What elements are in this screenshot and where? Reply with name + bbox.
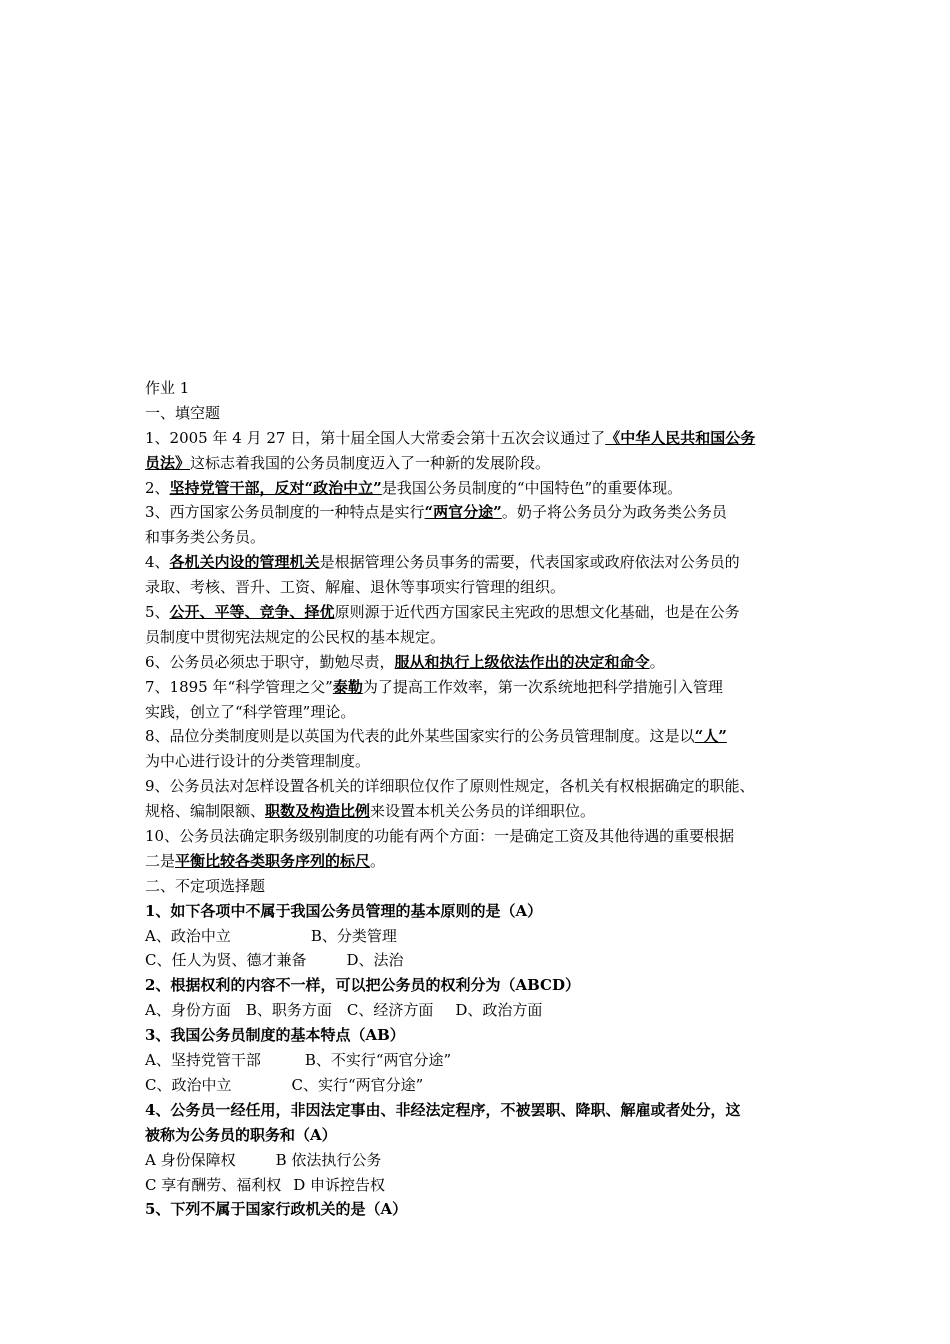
fill-item-1-answer: 《中华人民共和国公务 [605, 428, 756, 447]
document-body [145, 376, 810, 1222]
fill-item-5-answer: 公开、平等、竞争、择优 [169, 603, 335, 622]
fill-item-9-answer: 职数及构造比例 [265, 802, 371, 821]
fill-item-3-line-2: 和事务类公务员。 [145, 528, 266, 547]
option-b: B 依法执行公务 [275, 1150, 382, 1169]
fill-item-3-text: 3、西方国家公务员制度的一种特点是实行 [145, 503, 425, 522]
choice-question-4-line-2: 被称为公务员的职务和（A） [145, 1125, 337, 1144]
fill-item-9-line-1: 9、公务员法对怎样设置各机关的详细职位仅作了原则性规定，各机关有权根据确定的职能、 [145, 777, 755, 796]
fill-item-9-text-post: 来设置本机关公务员的详细职位。 [370, 802, 596, 821]
fill-item-2-answer: 坚持党管干部，反对“政治中立” [169, 478, 382, 497]
fill-item-5-line-1 [145, 600, 810, 625]
option-b: B、不实行“两官分途” [304, 1051, 452, 1070]
fill-item-8-line-1 [145, 724, 810, 749]
fill-item-4-line-2: 录取、考核、晋升、工资、解雇、退休等事项实行管理的组织。 [145, 578, 566, 597]
fill-item-1-line-1 [145, 426, 810, 451]
fill-item-7-line-2: 实践，创立了“科学管理”理论。 [145, 702, 356, 721]
option-a: A、身份方面 [145, 1001, 231, 1020]
fill-item-8-line-2: 为中心进行设计的分类管理制度。 [145, 752, 371, 771]
fill-item-10-line-2 [145, 849, 810, 874]
fill-item-7-line-1 [145, 675, 810, 700]
fill-item-5-number: 5、 [145, 603, 170, 622]
fill-item-7-text-post: 为了提高工作效率，第一次系统地把科学措施引入管理 [362, 677, 723, 696]
fill-item-1-text: 1、2005 年 4 月 27 日，第十届全国人大常委会第十五次会议通过了 [145, 428, 606, 447]
fill-item-10-text-post: 。 [370, 851, 386, 870]
choice-question-1: 1、如下各项中不属于我国公务员管理的基本原则的是（A） [145, 901, 543, 920]
option-c: C、经济方面 [346, 1001, 434, 1020]
fill-item-6-text: 6、公务员必须忠于职守，勤勉尽责， [145, 652, 395, 671]
option-d: D、法治 [346, 951, 404, 970]
option-b: B、职务方面 [245, 1001, 332, 1020]
fill-item-9-line-2 [145, 799, 810, 824]
fill-item-1-answer-cont: 员法》 [145, 453, 191, 472]
fill-item-7-text: 7、1895 年“科学管理之父” [145, 677, 333, 696]
fill-item-4-line-1 [145, 550, 810, 575]
option-d: D、政治方面 [455, 1001, 543, 1020]
fill-item-1-text-cont: 这标志着我国的公务员制度迈入了一种新的发展阶段。 [190, 453, 551, 472]
option-c: C、政治中立 [145, 1075, 232, 1094]
fill-item-10-line-1: 10、公务员法确定职务级别制度的功能有两个方面：一是确定工资及其他待遇的重要根据 [145, 827, 735, 846]
choice-question-2: 2、根据权利的内容不一样，可以把公务员的权利分为（ABCD） [145, 976, 580, 995]
option-a: A、坚持党管干部 [145, 1051, 261, 1070]
fill-item-6 [145, 650, 810, 675]
fill-item-10-text: 二是 [145, 851, 176, 870]
fill-item-2 [145, 476, 810, 501]
choice-question-4-options-cd [145, 1173, 810, 1198]
choice-question-5: 5、下列不属于国家行政机关的是（A） [145, 1200, 408, 1219]
option-d: C、实行“两官分途” [291, 1075, 424, 1094]
fill-item-5-line-2: 员制度中贯彻宪法规定的公民权的基本规定。 [145, 627, 446, 646]
section-heading-multiple-choice: 二、不定项选择题 [145, 876, 266, 895]
option-c: C、任人为贤、德才兼备 [145, 951, 307, 970]
choice-question-3: 3、我国公务员制度的基本特点（AB） [145, 1026, 405, 1045]
fill-item-7-answer: 泰勒 [332, 677, 363, 696]
option-c: C 享有酬劳、福利权 [145, 1175, 282, 1194]
fill-item-4-number: 4、 [145, 553, 170, 572]
fill-item-2-number: 2、 [145, 478, 170, 497]
fill-item-3-line-1 [145, 500, 810, 525]
fill-item-4-text: 是根据管理公务员事务的需要，代表国家或政府依法对公务员的 [319, 553, 740, 572]
fill-item-5-text: 原则源于近代西方国家民主宪政的思想文化基础，也是在公务 [334, 603, 740, 622]
fill-item-9-text: 规格、编制限额、 [145, 802, 266, 821]
choice-question-3-options-cd [145, 1073, 810, 1098]
fill-item-2-text: 是我国公务员制度的“中国特色”的重要体现。 [381, 478, 683, 497]
choice-question-1-options-ab [145, 924, 810, 949]
choice-question-4-line-1: 4、公务员一经任用，非因法定事由、非经法定程序，不被罢职、降职、解雇或者处分，这 [145, 1100, 741, 1119]
option-d: D 申诉控告权 [293, 1175, 386, 1194]
choice-question-3-options-ab [145, 1048, 810, 1073]
choice-question-4-options-ab [145, 1148, 810, 1173]
fill-item-3-text-post: 。奶子将公务员分为政务类公务员 [501, 503, 727, 522]
option-b: B、分类管理 [310, 926, 397, 945]
section-heading-fill-blank: 一、填空题 [145, 403, 221, 422]
fill-item-1-line-2 [145, 451, 810, 476]
choice-question-2-options [145, 998, 810, 1023]
fill-item-6-text-post: 。 [649, 652, 665, 671]
fill-item-8-answer: “人” [694, 727, 727, 746]
fill-item-3-answer: “两官分途” [424, 503, 502, 522]
fill-item-8-text: 8、品位分类制度则是以英国为代表的此外某些国家实行的公务员管理制度。这是以 [145, 727, 695, 746]
fill-item-6-answer: 服从和执行上级依法作出的决定和命令 [394, 652, 650, 671]
fill-item-4-answer: 各机关内设的管理机关 [169, 553, 320, 572]
option-a: A 身份保障权 [145, 1150, 236, 1169]
document-title: 作业 1 [145, 379, 190, 397]
choice-question-1-options-cd [145, 948, 810, 973]
option-a: A、政治中立 [145, 926, 231, 945]
fill-item-10-answer: 平衡比较各类职务序列的标尺 [175, 851, 371, 870]
